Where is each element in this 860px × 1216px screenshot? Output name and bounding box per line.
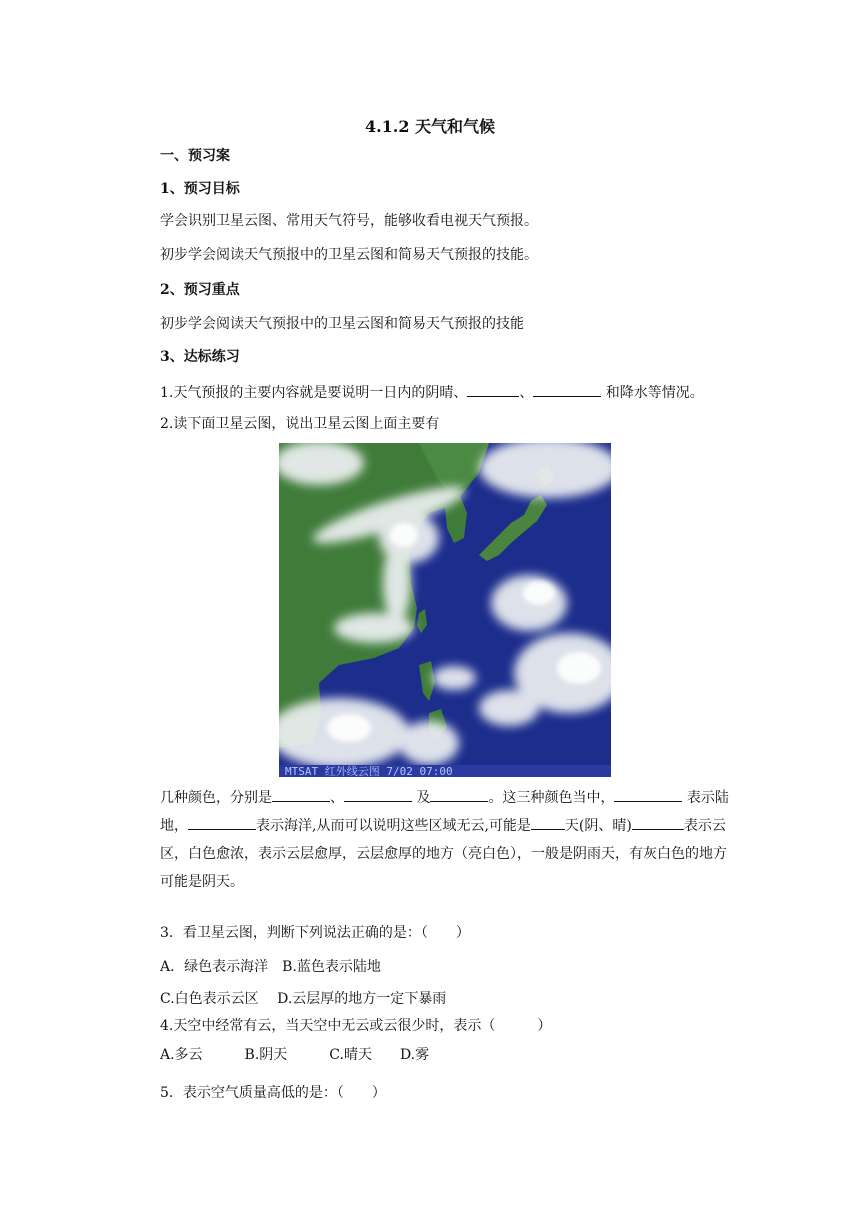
- q1-prefix: 1.天气预报的主要内容就是要说明一日内的阴晴、: [160, 385, 468, 401]
- para-text: 。这三种颜色当中，: [488, 790, 615, 806]
- focus-heading: 2、预习重点: [160, 282, 240, 298]
- answer-blank[interactable]: [272, 787, 330, 802]
- satellite-cloud-image: [279, 443, 611, 777]
- question-4: 4.天空中经常有云，当天空中无云或云很少时，表示（ ）: [160, 1018, 552, 1034]
- question-3-options-cd: C.白色表示云区 D.云层厚的地方一定下暴雨: [160, 991, 447, 1007]
- answer-blank[interactable]: [467, 382, 519, 397]
- para-text: 表示海洋,从而可以说明这些区域无云,可能是: [256, 818, 531, 834]
- practice-heading: 3、达标练习: [160, 349, 240, 365]
- para-text: 表示陆地，: [160, 790, 729, 834]
- question-2: 2.读下面卫星云图，说出卫星云图上面主要有: [160, 416, 440, 432]
- question-1: [160, 382, 704, 402]
- goal-line-2: 初步学会阅读天气预报中的卫星云图和简易天气预报的技能。: [160, 247, 538, 263]
- image-caption: MTSAT 红外线云图 7/02 07:00: [285, 765, 453, 777]
- answer-blank[interactable]: [614, 787, 682, 802]
- section-heading: 一、预习案: [160, 148, 230, 164]
- answer-blank[interactable]: [632, 815, 684, 830]
- answer-blank[interactable]: [188, 815, 256, 830]
- para-text: 、: [330, 790, 344, 806]
- para-text: 天(阴、晴): [564, 818, 632, 834]
- paragraph-colors: [160, 784, 732, 896]
- page-title: 4.1.2 天气和气候: [364, 117, 496, 136]
- answer-blank[interactable]: [531, 815, 565, 830]
- q1-suffix: 和降水等情况。: [601, 385, 704, 401]
- answer-blank[interactable]: [533, 382, 601, 397]
- question-3: 3．看卫星云图，判断下列说法正确的是：（ ）: [160, 925, 470, 941]
- goal-heading: 1、预习目标: [160, 181, 240, 197]
- para-text: 表示云区，白色愈浓，表示云层愈厚，云层愈厚的地方（亮白色），一般是阴雨天，有灰白色的地方可能是阴天。: [160, 818, 727, 890]
- question-3-options-ab: A．绿色表示海洋 B.蓝色表示陆地: [160, 959, 381, 975]
- q1-sep: 、: [519, 385, 534, 401]
- focus-line: 初步学会阅读天气预报中的卫星云图和简易天气预报的技能: [160, 316, 524, 332]
- para-text: 几种颜色，分别是: [160, 790, 272, 806]
- answer-blank[interactable]: [344, 787, 412, 802]
- goal-line-1: 学会识别卫星云图、常用天气符号，能够收看电视天气预报。: [160, 213, 538, 229]
- answer-blank[interactable]: [430, 787, 488, 802]
- question-5: 5．表示空气质量高低的是：（ ）: [160, 1085, 386, 1101]
- para-text: 及: [412, 790, 431, 806]
- question-4-options: A.多云 B.阴天 C.晴天 D.雾: [160, 1047, 430, 1063]
